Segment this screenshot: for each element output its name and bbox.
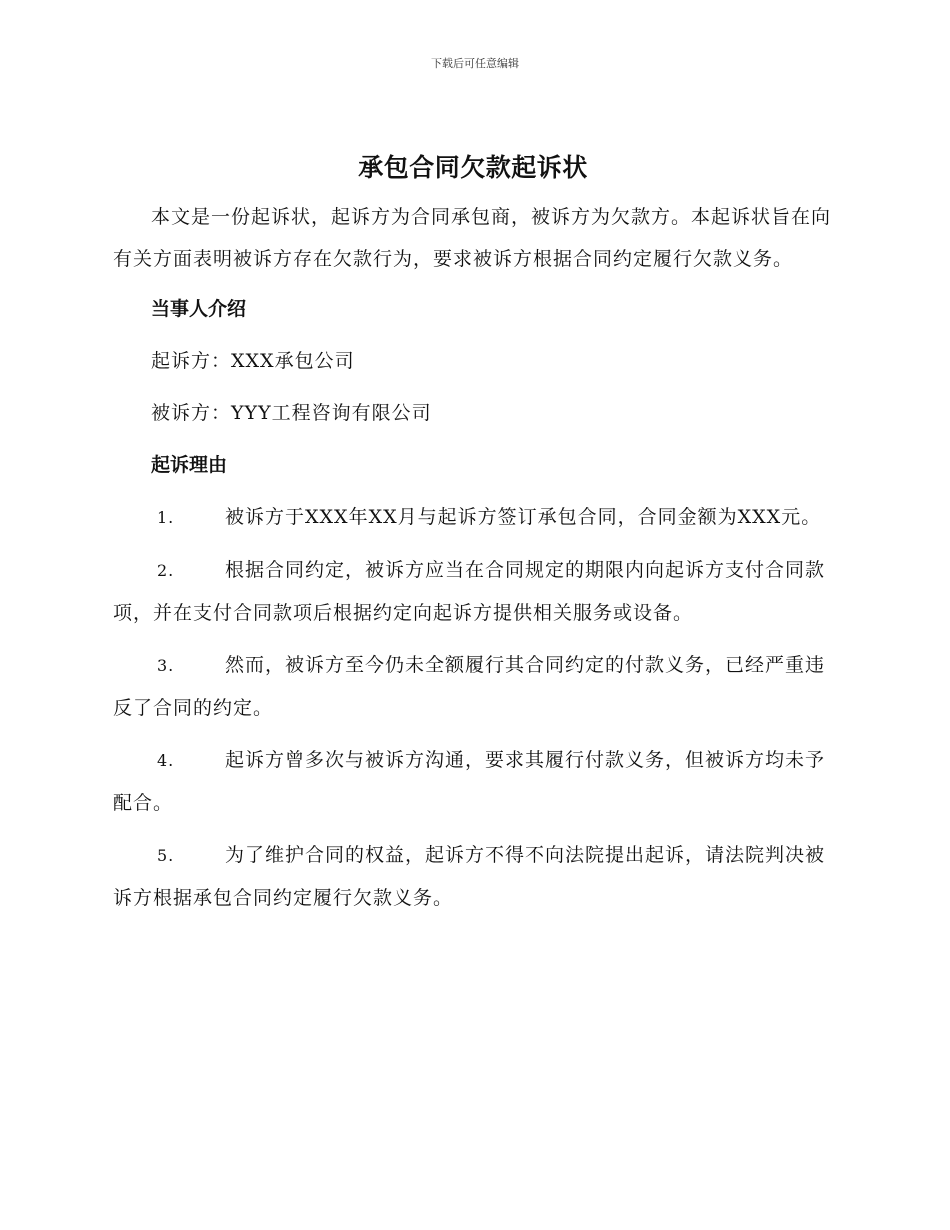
document-title: 承包合同欠款起诉状: [358, 153, 588, 182]
list-item-number: 1.: [157, 508, 175, 527]
page-header: 下载后可任意编辑: [431, 57, 519, 70]
list-item-number: 4.: [157, 751, 175, 770]
plaintiff-line: 起诉方：XXX承包公司: [151, 350, 355, 372]
list-item-number: 5.: [157, 846, 175, 865]
parties-heading: 当事人介绍: [151, 298, 247, 320]
list-item: [113, 549, 833, 634]
list-item: [113, 834, 833, 919]
list-item-text: 为了维护合同的权益，起诉方不得不向法院提出起诉，请法院判决被诉方根据承包合同约定履行欠款义务。: [113, 844, 826, 909]
intro-paragraph: 本文是一份起诉状，起诉方为合同承包商，被诉方为欠款方。本起诉状旨在向有关方面表明被诉方存在欠款行为，要求被诉方根据合同约定履行欠款义务。: [113, 206, 832, 270]
list-item: [113, 644, 833, 729]
list-item: [113, 496, 833, 539]
list-item-number: 2.: [157, 561, 175, 580]
list-item-text: 起诉方曾多次与被诉方沟通，要求其履行付款义务，但被诉方均未予配合。: [113, 749, 826, 814]
document-body: [113, 148, 833, 919]
list-item-text: 被诉方于XXX年XX月与起诉方签订承包合同，合同金额为XXX元。: [225, 506, 822, 528]
list-item-text: 根据合同约定，被诉方应当在合同规定的期限内向起诉方支付合同款项，并在支付合同款项后根据约定向起诉方提供相关服务或设备。: [113, 559, 826, 624]
list-item: [113, 739, 833, 824]
reasons-heading: 起诉理由: [151, 454, 228, 476]
reasons-list: [113, 496, 833, 919]
list-item-number: 3.: [157, 656, 175, 675]
defendant-line: 被诉方：YYY工程咨询有限公司: [151, 402, 432, 424]
list-item-text: 然而，被诉方至今仍未全额履行其合同约定的付款义务，已经严重违反了合同的约定。: [113, 654, 826, 719]
